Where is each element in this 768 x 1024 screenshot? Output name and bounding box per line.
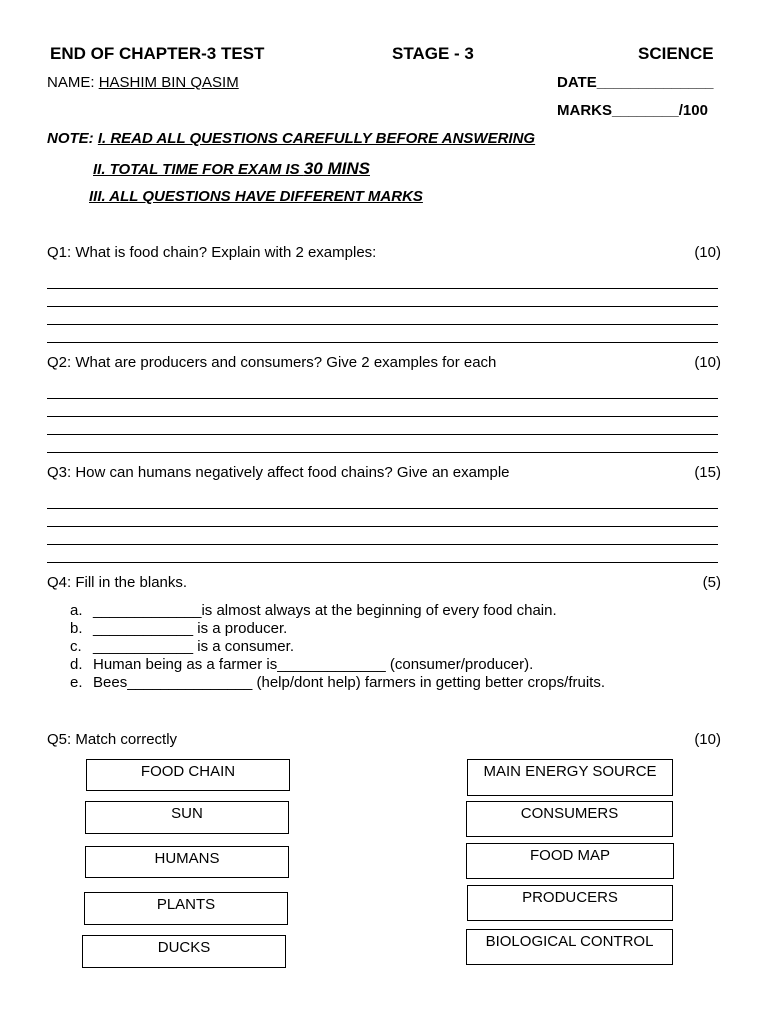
question-3-marks: (15): [694, 464, 721, 481]
answer-line: [47, 526, 718, 527]
date-field: DATE______________: [557, 74, 714, 91]
answer-line: [47, 306, 718, 307]
list-text: Bees_______________ (help/dont help) farmers in getting better crops/fruits.: [93, 674, 605, 691]
list-letter: a.: [70, 602, 83, 619]
answer-line: [47, 544, 718, 545]
note-time: 30 MINS: [303, 159, 370, 178]
question-3: Q3: How can humans negatively affect food chains? Give an example: [47, 464, 510, 481]
subject-label: SCIENCE: [638, 44, 714, 63]
note-text-2: II. TOTAL TIME FOR EXAM IS: [93, 161, 304, 178]
match-right-box: FOOD MAP: [466, 843, 674, 879]
marks-field: MARKS________/100: [557, 102, 708, 119]
match-right-box: CONSUMERS: [466, 801, 673, 837]
question-2-marks: (10): [694, 354, 721, 371]
answer-line: [47, 288, 718, 289]
question-1-marks: (10): [694, 244, 721, 261]
list-text: _____________is almost always at the beginning of every food chain.: [93, 602, 557, 619]
note-line-3: III. ALL QUESTIONS HAVE DIFFERENT MARKS: [89, 188, 423, 205]
note-text-1: I. READ ALL QUESTIONS CAREFULLY BEFORE ANSWERING: [97, 130, 536, 147]
student-name: HASHIM BIN QASIM: [98, 74, 239, 91]
list-item: [70, 602, 605, 620]
stage-label: STAGE - 3: [392, 44, 474, 63]
list-item: [70, 620, 605, 638]
question-5-marks: (10): [694, 731, 721, 748]
match-right-box: PRODUCERS: [467, 885, 673, 921]
question-5: Q5: Match correctly: [47, 731, 178, 748]
match-left-box: SUN: [85, 801, 289, 834]
list-item: [70, 656, 605, 674]
answer-line: [47, 434, 718, 435]
answer-line: [47, 508, 718, 509]
note-line-1: [47, 130, 535, 147]
note-line-2: [93, 159, 370, 179]
answer-line: [47, 562, 718, 563]
test-title: END OF CHAPTER-3 TEST: [50, 44, 265, 63]
answer-line: [47, 452, 718, 453]
list-text: Human being as a farmer is_____________ (consumer/producer).: [93, 656, 534, 673]
name-row: [47, 74, 239, 91]
answer-line: [47, 416, 718, 417]
answer-line: [47, 342, 718, 343]
match-left-box: PLANTS: [84, 892, 288, 925]
list-letter: c.: [70, 638, 82, 655]
match-right-box: BIOLOGICAL CONTROL: [466, 929, 673, 965]
note-label: NOTE:: [47, 130, 98, 147]
list-item: [70, 674, 605, 692]
question-2: Q2: What are producers and consumers? Give 2 examples for each: [47, 354, 497, 371]
list-letter: e.: [70, 674, 83, 691]
match-left-box: DUCKS: [82, 935, 286, 968]
list-item: [70, 638, 605, 656]
list-letter: b.: [70, 620, 83, 637]
answer-line: [47, 324, 718, 325]
question-1: Q1: What is food chain? Explain with 2 examples:: [47, 244, 377, 261]
name-label: NAME:: [47, 74, 99, 91]
match-left-box: HUMANS: [85, 846, 289, 878]
list-text: ____________ is a producer.: [93, 620, 288, 637]
list-letter: d.: [70, 656, 83, 673]
question-4-marks: (5): [702, 574, 721, 591]
list-text: ____________ is a consumer.: [93, 638, 294, 655]
match-right-box: MAIN ENERGY SOURCE: [467, 759, 673, 796]
answer-line: [47, 398, 718, 399]
match-left-box: FOOD CHAIN: [86, 759, 290, 791]
fill-blanks-list: [70, 602, 605, 692]
question-4: Q4: Fill in the blanks.: [47, 574, 188, 591]
